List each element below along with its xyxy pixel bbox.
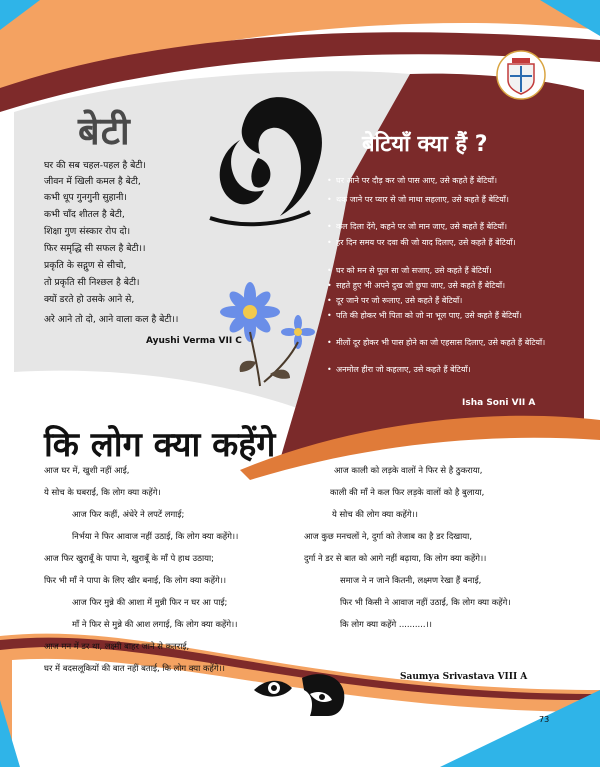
eyes-illustration-icon <box>248 668 348 718</box>
kilog-right-line: कि लोग क्या कहेंगे ..........।। <box>340 619 432 629</box>
kilog-right-line: दुर्गा ने डर से बात को आगे नहीं बढ़ाया, कि लोग क्या कहेंगे।। <box>304 553 487 563</box>
beti-line: अरे आने तो दो, आने वाला कल है बेटी।। <box>44 314 179 325</box>
betiyan-item: • पति की होकर भी पिता को जो ना भूल पाए, उसे कहते हैं बेटियाँ। <box>336 311 554 322</box>
kilog-left-line: आज फिर मुन्ने की आशा में मुन्नी फिर न घर आ पाई; <box>72 597 228 607</box>
kilog-left-line: आज घर में, खुशी नहीं आई, <box>44 465 130 475</box>
beti-line: कभी चाँद शीतल है बेटी, <box>44 209 125 220</box>
kilog-left-line: घर में बदसलूकियों की बात नहीं बताई, कि लोग क्या कहेंगे।। <box>44 663 225 673</box>
betiyan-item: • घर को मन से फूल सा जो सजाए, उसे कहते हैं बेटियाँ। <box>336 266 554 277</box>
beti-line: तो प्रकृति सी निश्छल है बेटी। <box>44 277 140 288</box>
kilog-right-line: फिर भी किसी ने आवाज नहीं उठाई, कि लोग क्या कहेंगे। <box>340 597 511 607</box>
kilog-right-line: आज कुछ मनचलों ने, दुर्गा को तेजाब का है डर दिखाया, <box>304 531 472 541</box>
betiyan-item: • कल दिला देंगे, कहने पर जो मान जाए, उसे कहते हैं बेटियाँ। <box>336 222 554 233</box>
betiyan-item: • सहते हुए भी अपने दुख जो छुपा जाए, उसे कहते हैं बेटियाँ। <box>336 281 554 292</box>
betiyan-item: • मीलों दूर होकर भी पास होने का जो एहसास दिलाए, उसे कहते हैं बेटियाँ। <box>336 338 554 349</box>
betiyan-poem-title: बेटियाँ क्या हैं ? <box>362 132 488 157</box>
mother-child-silhouette-icon <box>200 88 340 238</box>
kilog-poem-title: कि लोग क्या कहेंगे <box>44 425 276 465</box>
beti-line: शिक्षा गुण संस्कार रोप दो। <box>44 226 131 237</box>
kilog-left-line: निर्भया ने फिर आवाज नहीं उठाई, कि लोग क्या कहेंगे।। <box>72 531 239 541</box>
beti-poem-title: बेटी <box>78 108 131 153</box>
kilog-left-line: आज फिर खुराबूँ के पापा ने, खुराबूँ के माँ पे हाथ उठाया; <box>44 553 214 563</box>
betiyan-item: • हर दिन समय पर दवा की जो याद दिलाए, उसे कहते हैं बेटियाँ। <box>336 238 554 249</box>
kilog-right-line: आज काली को लड़के वालों ने फिर से है ठुकराया, <box>334 465 483 475</box>
beti-line: घर की सब चहल-पहल है बेटी। <box>44 160 146 171</box>
betiyan-item: • थक जाने पर प्यार से जो माथा सहलाए, उसे कहते हैं बेटियाँ। <box>336 195 554 206</box>
kilog-left-line: फिर भी माँ ने पापा के लिए खीर बनाई, कि लोग क्या कहेंगे।। <box>44 575 227 585</box>
beti-line: जीवन में खिली कमल है बेटी, <box>44 176 141 187</box>
beti-line: कभी धूप गुनगुनी सुहानी। <box>44 192 127 203</box>
beti-line: प्रकृति के सद्गुण से सीचो, <box>44 260 127 271</box>
betiyan-item: • दूर जाने पर जो रूलाए, उसे कहते हैं बेटियाँ। <box>336 296 554 307</box>
school-crest-icon <box>496 50 546 100</box>
betiyan-item: • घर आने पर दौड़ कर जो पास आए, उसे कहते हैं बेटियाँ। <box>336 176 554 187</box>
kilog-left-line: ये सोच के घबराई, कि लोग क्या कहेंगे। <box>44 487 161 497</box>
beti-line: क्यों डरते हो उसके आने से, <box>44 294 135 305</box>
kilog-left-line: आज फिर कहीं, अंधेरे ने लपटें लगाई; <box>72 509 185 519</box>
beti-line: फिर समृद्धि सी सफल है बेटी।। <box>44 243 146 254</box>
betiyan-author: Isha Soni VII A <box>462 398 536 408</box>
kilog-left-line: आज मन में डर था, लक्ष्मी बाहर जाने से कतराई, <box>44 641 190 651</box>
kilog-right-line: समाज ने न जाने कितनी, लक्ष्मण रेखा हैं बनाई, <box>340 575 482 585</box>
kilog-left-line: माँ ने फिर से मुन्ने की आश लगाई, कि लोग क्या कहेंगे।। <box>72 619 238 629</box>
betiyan-item: • अनमोल हीरा जो कहलाए, उसे कहते हैं बेटियाँ। <box>336 365 554 376</box>
kilog-right-line: काली की माँ ने कल फिर लड़के वालों को है बुलाया, <box>330 487 485 497</box>
page-number: 73 <box>539 715 550 724</box>
kilog-right-line: ये सोच की लोग क्या कहेंगे।। <box>332 509 418 519</box>
kilog-author: Saumya Srivastava VIII A <box>400 672 528 682</box>
beti-author: Ayushi Verma VII C <box>146 336 242 346</box>
